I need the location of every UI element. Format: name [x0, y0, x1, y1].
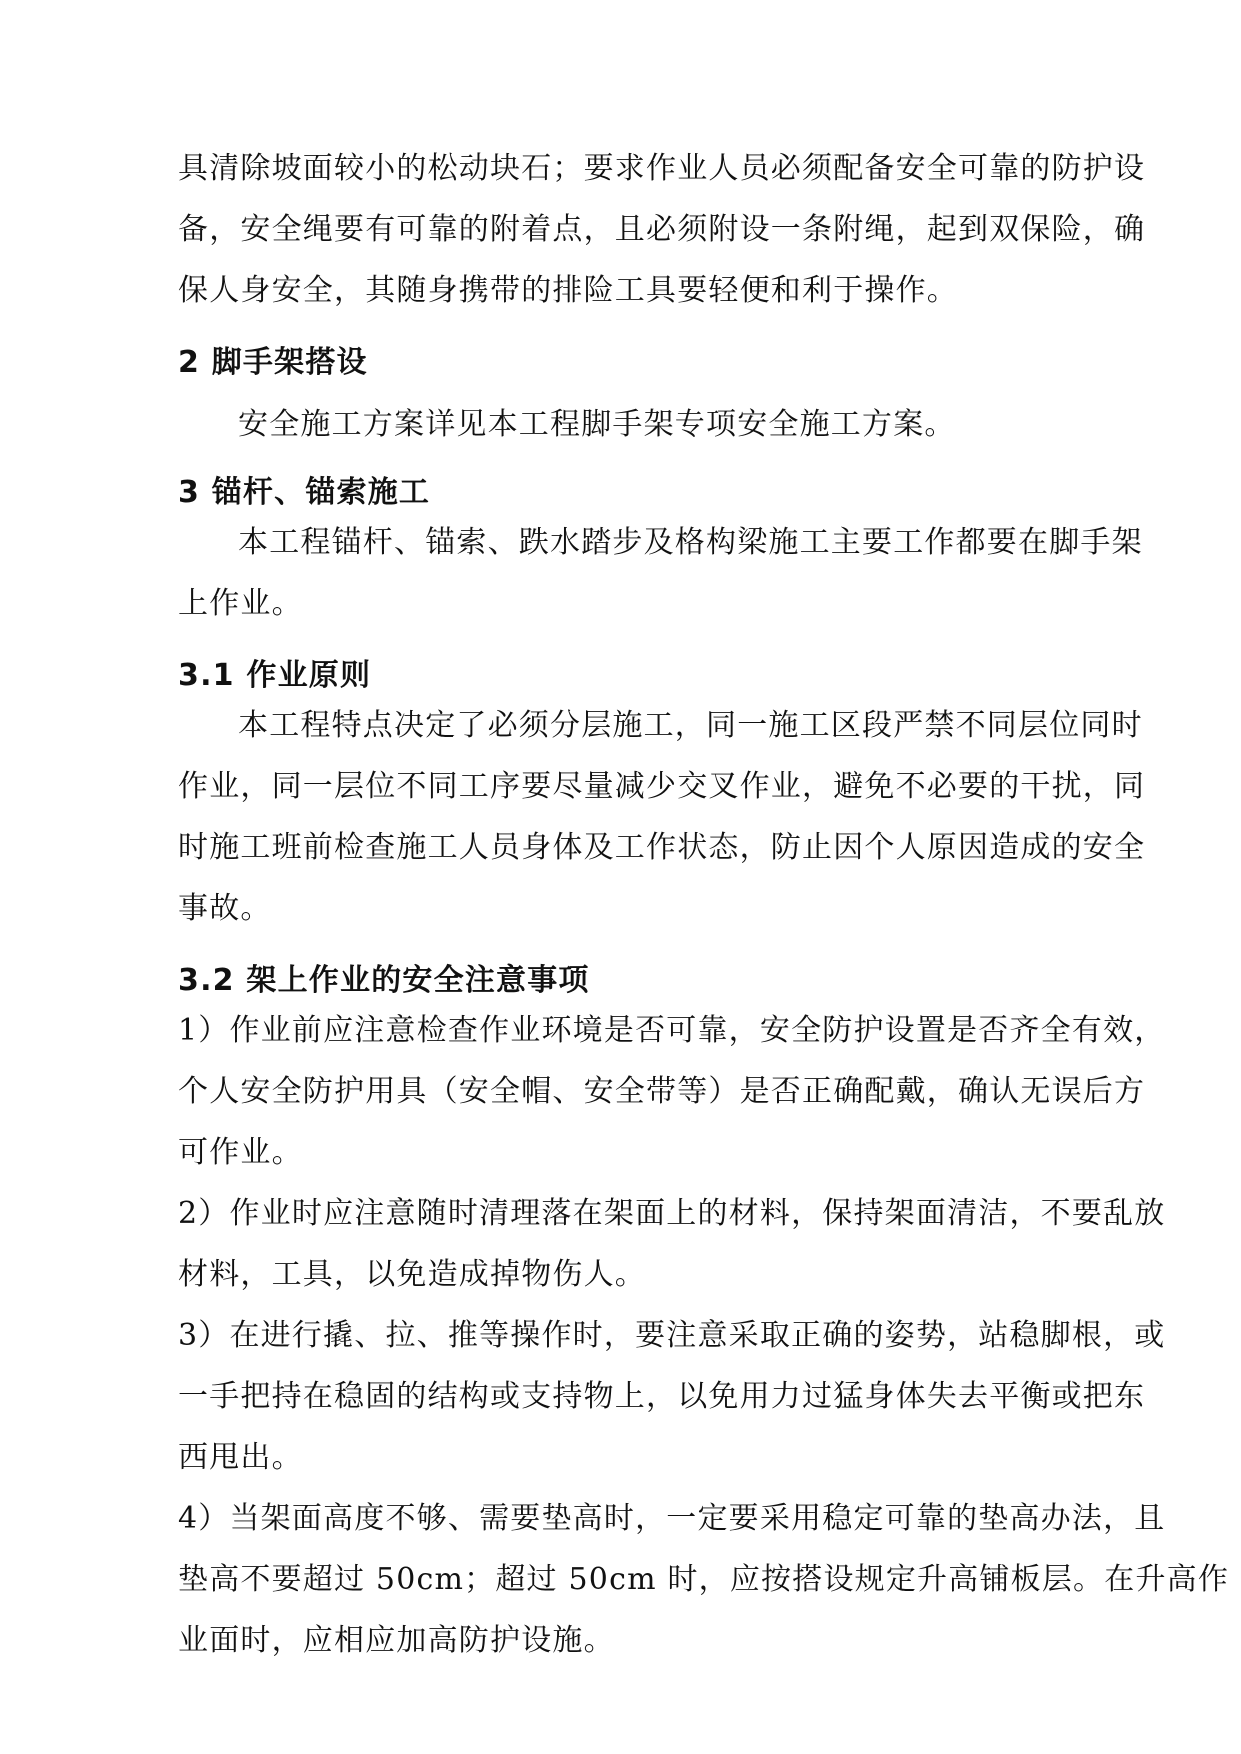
- paragraph-line: 本工程特点决定了必须分层施工，同一施工区段严禁不同层位同时: [238, 708, 1143, 743]
- list-item-line: 可作业。: [178, 1135, 303, 1170]
- paragraph-line: 备，安全绳要有可靠的附着点，且必须附设一条附绳，起到双保险，确: [178, 212, 1146, 247]
- section-heading-3-2: 3.2 架上作业的安全注意事项: [178, 963, 590, 998]
- paragraph-line: 保人身安全，其随身携带的排险工具要轻便和利于操作。: [178, 273, 958, 308]
- paragraph-line: 事故。: [178, 891, 272, 926]
- paragraph-line: 本工程锚杆、锚索、跌水踏步及格构梁施工主要工作都要在脚手架: [238, 525, 1143, 560]
- paragraph-line: 安全施工方案详见本工程脚手架专项安全施工方案。: [238, 407, 956, 442]
- list-item-line: 垫高不要超过 50cm；超过 50cm 时，应按搭设规定升高铺板层。在升高作: [178, 1562, 1230, 1597]
- section-heading-2: 2 脚手架搭设: [178, 345, 368, 380]
- section-heading-3-1: 3.1 作业原则: [178, 658, 372, 693]
- list-item-line: 业面时，应相应加高防护设施。: [178, 1623, 615, 1658]
- list-item-line: 1）作业前应注意检查作业环境是否可靠，安全防护设置是否齐全有效，: [178, 1013, 1166, 1048]
- paragraph-line: 时施工班前检查施工人员身体及工作状态，防止因个人原因造成的安全: [178, 830, 1146, 865]
- section-heading-3: 3 锚杆、锚索施工: [178, 475, 431, 510]
- list-item-line: 材料，工具，以免造成掉物伤人。: [178, 1257, 646, 1292]
- list-item-line: 一手把持在稳固的结构或支持物上，以免用力过猛身体失去平衡或把东: [178, 1379, 1146, 1414]
- list-item-line: 西甩出。: [178, 1440, 303, 1475]
- list-item-line: 4）当架面高度不够、需要垫高时，一定要采用稳定可靠的垫高办法，且: [178, 1501, 1166, 1536]
- paragraph-line: 上作业。: [178, 586, 303, 621]
- list-item-line: 3）在进行撬、拉、推等操作时，要注意采取正确的姿势，站稳脚根，或: [178, 1318, 1166, 1353]
- paragraph-line: 作业，同一层位不同工序要尽量减少交叉作业，避免不必要的干扰，同: [178, 769, 1146, 804]
- list-item-line: 个人安全防护用具（安全帽、安全带等）是否正确配戴，确认无误后方: [178, 1074, 1146, 1109]
- paragraph-line: 具清除坡面较小的松动块石；要求作业人员必须配备安全可靠的防护设: [178, 151, 1146, 186]
- list-item-line: 2）作业时应注意随时清理落在架面上的材料，保持架面清洁，不要乱放: [178, 1196, 1166, 1231]
